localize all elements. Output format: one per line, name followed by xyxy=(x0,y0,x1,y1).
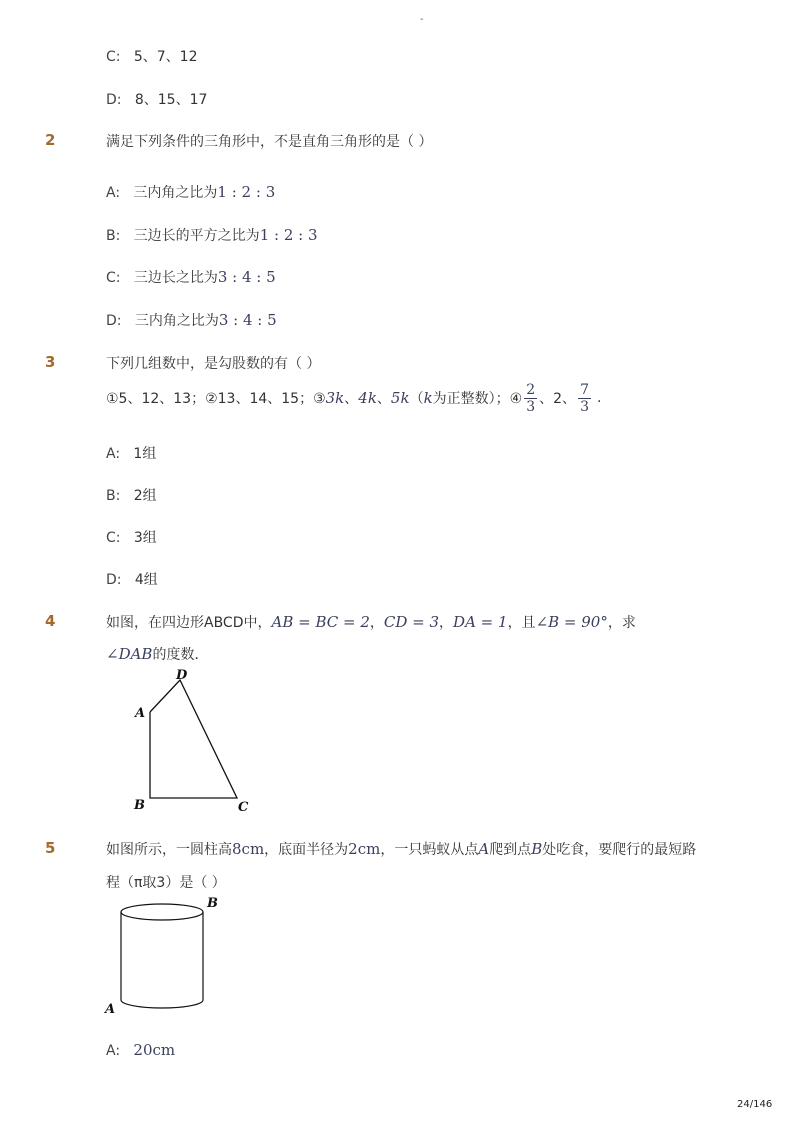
question-stem-line2: 程（π取3）是（ ） xyxy=(106,875,226,891)
question-conditions xyxy=(106,378,601,418)
option-text: 3组 xyxy=(133,530,157,546)
math-cd: CD = 3 xyxy=(383,613,440,631)
math-da: DA = 1 xyxy=(453,613,508,631)
stem-text: ，一只蚂蚁从点 xyxy=(380,842,479,858)
option-text: 4组 xyxy=(134,572,158,588)
option-letter: B: xyxy=(106,488,121,504)
option-math: 3 : 4 : 5 xyxy=(218,311,277,329)
option-b[interactable] xyxy=(106,485,157,505)
option-text: 8、15、17 xyxy=(134,92,208,108)
question-number: 3 xyxy=(45,353,56,371)
label-c: C xyxy=(238,800,249,815)
fraction-two-thirds xyxy=(524,382,537,415)
label-a: A xyxy=(105,1002,116,1017)
label-b: B xyxy=(134,798,145,813)
question-stem xyxy=(106,839,696,859)
conditions-text: （ xyxy=(409,391,424,407)
page-number: 24/146 xyxy=(737,1099,773,1110)
math-angle-dab: ∠DAB xyxy=(106,645,153,663)
numerator: 7 xyxy=(580,381,589,398)
stem-text: ，底面半径为 xyxy=(264,842,349,858)
stem-text: 处吃食，要爬行的最短路 xyxy=(542,842,697,858)
denominator: 3 xyxy=(526,398,536,415)
math-k: k xyxy=(423,389,433,407)
option-a[interactable] xyxy=(106,182,275,202)
math-angle-b: ∠B = 90° xyxy=(535,613,608,631)
stem-text: 爬到点 xyxy=(489,842,532,858)
option-math: 20cm xyxy=(133,1041,176,1059)
separator: 、 xyxy=(376,391,391,407)
option-letter: D: xyxy=(106,313,122,329)
option-d[interactable] xyxy=(106,89,207,109)
fraction-seven-thirds xyxy=(578,382,591,415)
option-letter: A: xyxy=(106,1043,121,1059)
math-4k: 4k xyxy=(358,389,377,407)
quadrilateral-figure xyxy=(125,665,265,817)
math-ab-bc: AB = BC = 2 xyxy=(271,613,370,631)
option-d[interactable] xyxy=(106,569,158,589)
option-c[interactable] xyxy=(106,267,276,287)
cylinder-bottom xyxy=(121,1000,203,1008)
question-number: 2 xyxy=(45,131,56,149)
option-a[interactable] xyxy=(106,1041,175,1059)
denominator: 3 xyxy=(580,398,589,415)
cylinder-top xyxy=(121,904,203,920)
option-text: 1组 xyxy=(133,446,157,462)
option-text: 三内角之比为 xyxy=(134,313,219,329)
stem-text: 如图，在四边形ABCD中， xyxy=(106,615,272,631)
numerator: 2 xyxy=(526,381,536,398)
question-number: 4 xyxy=(45,612,56,630)
option-math: 3 : 4 : 5 xyxy=(217,268,276,286)
option-text: 三边长的平方之比为 xyxy=(133,228,260,244)
separator: 、2、 xyxy=(539,391,577,407)
option-math: 1 : 2 : 3 xyxy=(259,226,318,244)
label-b: B xyxy=(207,896,218,911)
header-mark: - xyxy=(420,14,424,25)
option-b[interactable] xyxy=(106,225,318,245)
option-letter: C: xyxy=(106,49,121,65)
stem-text: ，求 xyxy=(607,615,636,631)
option-letter: A: xyxy=(106,446,121,462)
separator: ， xyxy=(439,615,454,631)
math-3k: 3k xyxy=(325,389,345,407)
separator: 、 xyxy=(344,391,359,407)
math-point-b: B xyxy=(531,840,543,858)
option-c[interactable] xyxy=(106,46,198,66)
label-a: A xyxy=(135,706,146,721)
math-5k: 5k xyxy=(390,389,410,407)
option-math: 1 : 2 : 3 xyxy=(217,183,276,201)
option-letter: A: xyxy=(106,185,121,201)
label-d: D xyxy=(176,668,188,683)
separator: ，且 xyxy=(507,615,536,631)
math-point-a: A xyxy=(478,840,490,858)
option-letter: C: xyxy=(106,530,121,546)
option-d[interactable] xyxy=(106,310,277,330)
quadrilateral-outline xyxy=(150,680,237,798)
stem-text: 的度数． xyxy=(152,647,209,663)
period: . xyxy=(596,390,602,406)
question-stem xyxy=(106,612,636,632)
question-number: 5 xyxy=(45,839,56,857)
question-stem-line2 xyxy=(106,644,208,664)
option-letter: D: xyxy=(106,572,122,588)
stem-text: 如图所示，一圆柱高 xyxy=(106,842,232,858)
question-stem: 满足下列条件的三角形中，不是直角三角形的是（ ） xyxy=(106,134,433,150)
option-letter: B: xyxy=(106,228,121,244)
question-stem: 下列几组数中，是勾股数的有（ ） xyxy=(106,356,321,372)
option-letter: D: xyxy=(106,92,122,108)
option-letter: C: xyxy=(106,270,121,286)
option-text: 三边长之比为 xyxy=(133,270,218,286)
option-a[interactable] xyxy=(106,443,156,463)
math-height: 8cm xyxy=(232,840,265,858)
conditions-text: 为正整数）；④ xyxy=(432,391,523,407)
option-c[interactable] xyxy=(106,527,157,547)
option-text: 三内角之比为 xyxy=(133,185,218,201)
cylinder-figure xyxy=(100,893,230,1018)
option-text: 5、7、12 xyxy=(133,49,198,65)
math-radius: 2cm xyxy=(348,840,381,858)
conditions-text: ①5、12、13；②13、14、15；③ xyxy=(106,391,326,407)
option-text: 2组 xyxy=(133,488,157,504)
separator: ， xyxy=(369,615,384,631)
